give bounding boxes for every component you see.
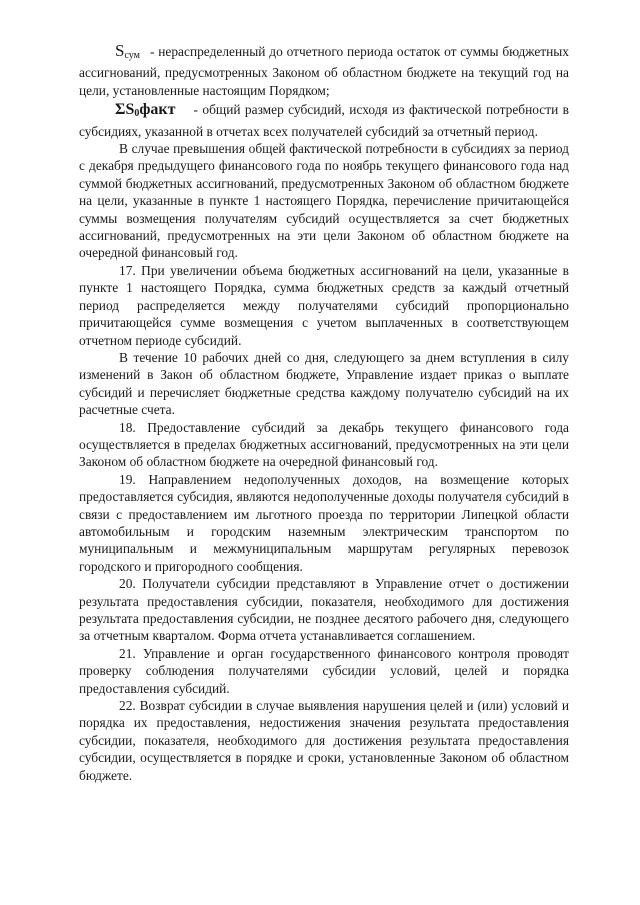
symbol-letter: S [115,41,125,60]
paragraph-20: 20. Получатели субсидии представляют в Управление отчет о достижении результата предоставления субсидии, показателя, необходимого для достижения результата предоставления субсидии, не позднее десятого рабочего дня, следующего за отчетным кварталом. Форма отчета устанавливается соглашением. [79,576,569,644]
formula-definition-sum-s-fact [79,101,569,140]
symbol-prefix: ΣS [115,101,135,119]
paragraph-17: 17. При увеличении объема бюджетных ассигнований на цели, указанные в пункте 1 настоящего Порядка, сумма бюджетных средств за каждый отчетный период распределяется между получателями субсидий пропорционально причитающейся сумме возмещения с учетом выплаченных в соответствующем отчетном периоде субсидий. [79,262,569,348]
paragraph-17-payment-order: В течение 10 рабочих дней со дня, следующего за днем вступления в силу изменений в Закон об областном бюджете, Управление издает приказ о выплате субсидий и перечисляет бюджетные средства каждому получателю субсидий на их расчетные счета. [79,349,569,418]
formula-description: - нераспределенный до отчетного периода остаток от суммы бюджетных ассигнований, предусмотренных Законом об областном бюджете на текущий год на цели, установленные настоящим Порядком; [79,44,569,98]
symbol-subscript: 0 [134,108,140,120]
paragraph-21: 21. Управление и орган государственного финансового контроля проводят проверку соблюдения получателями субсидии условий, целей и порядка предоставления субсидий. [79,645,569,696]
formula-description: - общий размер субсидий, исходя из фактической потребности в субсидиях, указанной в отчетах всех получателей субсидий за отчетный период. [79,102,569,139]
symbol-suffix: факт [139,101,176,119]
paragraph-19: 19. Направлением недополученных доходов, на возмещение которых предоставляется субсидия, являются недополученные доходы получателя субсидий в связи с предоставлением им льготного проезда по территории Липецкой области автомобильным и городским наземным электрическим транспортом по муниципальным и межмуниципальным маршрутам регулярных перевозок городского и пригородного сообщения. [79,471,569,574]
formula-definition-s-sum [79,42,569,99]
formula-symbol-sum-s-fact [115,101,176,122]
paragraph-22: 22. Возврат субсидии в случае выявления нарушения целей и (или) условий и порядка их предоставления, недостижения значения результата предоставления субсидии, показателя, необходимого для достижения результата предоставления субсидии, осуществляется в порядке и сроки, установленные Законом об областном бюджете. [79,698,569,783]
paragraph-18: 18. Предоставление субсидий за декабрь текущего финансового года осуществляется в пределах бюджетных ассигнований, предусмотренных на эти цели Законом об областном бюджете на очередной финансовый год. [79,419,569,470]
formula-symbol-s-sum [115,42,140,64]
document-page [79,42,569,784]
paragraph-excess-need: В случае превышения общей фактической потребности в субсидиях за период с декабря предыдущего финансового года по ноябрь текущего финансового года над суммой бюджетных ассигнований, предусмотренных Законом об областном бюджете на цели, указанные в пункте 1 настоящего Порядка, перечисление причитающейся суммы возмещения получателям субсидий осуществляется за счет бюджетных ассигнований, предусмотренных на эти цели Законом об областном бюджете на очередной финансовый год. [79,141,569,261]
symbol-subscript: сум [124,50,140,61]
